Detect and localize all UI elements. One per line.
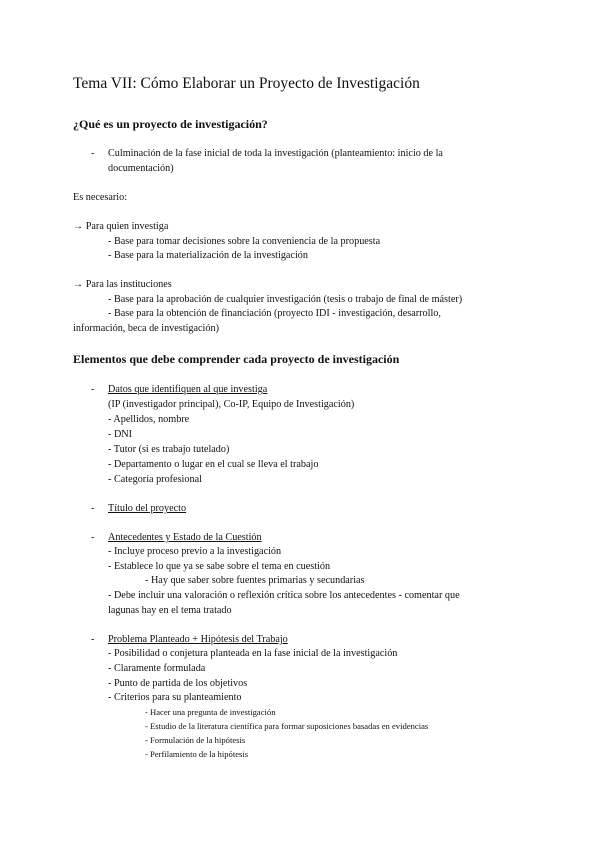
problema-line-4: - Criterios para su planteamiento	[108, 692, 242, 703]
inst-item-2: - Base para la obtención de financiación (proyecto IDI - investigación, desarrollo,	[108, 308, 441, 319]
bullet-dash: -	[91, 503, 95, 514]
datos-line-5: - Departamento o lugar en el cual se lleva el trabajo	[108, 459, 319, 470]
datos-line-6: - Categoría profesional	[108, 474, 202, 485]
section-heading-elementos: Elementos que debe comprender cada proyecto de investigación	[73, 352, 400, 366]
inst-item-1: - Base para la aprobación de cualquier investigación (tesis o trabajo de final de máster)	[108, 294, 463, 305]
para-quien-investiga: → Para quien investiga	[73, 221, 169, 232]
datos-line-3: - DNI	[108, 429, 133, 440]
titulo-proyecto: Título del proyecto	[108, 503, 187, 514]
inst-item-2-cont: información, beca de investigación)	[73, 323, 219, 334]
section-heading-que-es: ¿Qué es un proyecto de investigación?	[73, 117, 268, 131]
antecedentes-title: Antecedentes y Estado de la Cuestión	[108, 532, 262, 543]
antecedentes-line-3: - Hay que saber sobre fuentes primarias y secundarias	[145, 575, 365, 586]
problema-line-3: - Punto de partida de los objetivos	[108, 678, 248, 689]
culminacion-line-1: Culminación de la fase inicial de toda la investigación (planteamiento: inicio de la	[108, 148, 443, 159]
antecedentes-line-1: - Incluye proceso previo a la investigación	[108, 546, 282, 557]
bullet-dash: -	[91, 532, 95, 543]
problema-line-1: - Posibilidad o conjetura planteada en la fase inicial de la investigación	[108, 648, 398, 659]
problema-sub-3: - Formulación de la hipótesis	[145, 735, 246, 745]
problema-line-2: - Claramente formulada	[108, 663, 206, 674]
datos-line-2: - Apellidos, nombre	[108, 414, 190, 425]
page-title: Tema VII: Cómo Elaborar un Proyecto de Investigación	[73, 75, 420, 92]
es-necesario: Es necesario:	[73, 192, 128, 203]
antecedentes-line-2: - Establece lo que ya se sabe sobre el tema en cuestión	[108, 561, 331, 572]
culminacion-line-2: documentación)	[108, 163, 174, 174]
qi-item-1: - Base para tomar decisiones sobre la conveniencia de la propuesta	[108, 236, 381, 247]
datos-line-4: - Tutor (si es trabajo tutelado)	[108, 444, 230, 455]
qi-item-2: - Base para la materialización de la investigación	[108, 250, 308, 261]
antecedentes-line-4: - Debe incluir una valoración o reflexión crítica sobre los antecedentes - comentar que	[108, 590, 460, 601]
datos-line-1: (IP (investigador principal), Co-IP, Equipo de Investigación)	[108, 399, 355, 410]
bullet-dash: -	[91, 148, 95, 159]
para-instituciones: → Para las instituciones	[73, 279, 172, 290]
datos-title: Datos que identifiquen al que investiga	[108, 384, 268, 395]
problema-sub-1: - Hacer una pregunta de investigación	[145, 707, 276, 717]
problema-sub-2: - Estudio de la literatura científica para formar suposiciones basadas en evidencias	[145, 721, 429, 731]
bullet-dash: -	[91, 384, 95, 395]
problema-sub-4: - Perfilamiento de la hipótesis	[145, 749, 249, 759]
bullet-dash: -	[91, 634, 95, 645]
problema-title: Problema Planteado + Hipótesis del Trabajo	[108, 634, 288, 645]
antecedentes-line-5: lagunas hay en el tema tratado	[108, 605, 232, 616]
